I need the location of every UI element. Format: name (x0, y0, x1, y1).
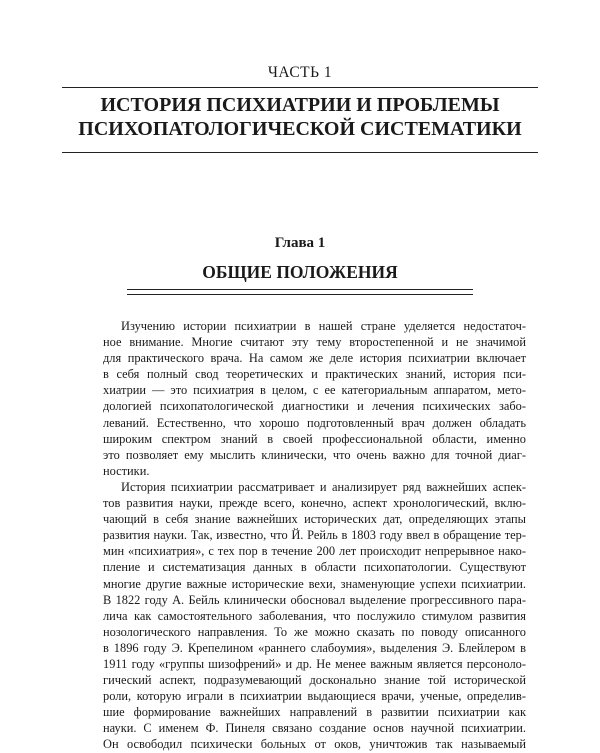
part-label: ЧАСТЬ 1 (267, 64, 333, 81)
text-line: для практического врача. На самом же деле история психиатрии включает (103, 351, 526, 366)
part-title (40, 93, 560, 141)
text-line: роли, которую играли в психиатрии выдающиеся врачи, ученые, определив- (103, 689, 526, 704)
text-line: Изучению истории психиатрии в нашей стране уделяется недостаточ- (121, 319, 526, 333)
chapter-label: Глава 1 (274, 235, 326, 251)
text-line: хиатрии — это психиатрия в целом, с ее категориальным аппаратом, мето- (103, 383, 526, 398)
text-line: ностики. (103, 463, 150, 478)
text-line: нозологического направления. То же можно сказать по поводу описанного (103, 624, 526, 639)
body-text (103, 318, 526, 753)
part-title-line: ИСТОРИЯ ПСИХИАТРИИ И ПРОБЛЕМЫ (100, 94, 500, 116)
text-line: науки. С именем Ф. Пинеля связано создание основ научной психиатрии. (103, 721, 526, 736)
text-line: многие другие важные исторические вехи, знаменующие успехи психиатрии. (103, 576, 526, 591)
text-line: 1911 году «группы шизофрений» и др. Не менее важным является персоноло- (103, 656, 526, 671)
text-line: в 1896 году Э. Крепелином «раннего слабоумия», выделения Э. Блейлером в (103, 640, 526, 655)
text-line: ное внимание. Многие считают эту тему второстепенной и не значимой (103, 335, 526, 350)
text-line: это позволяет ему мыслить клинически, что очень важно для точной диаг- (103, 447, 526, 462)
text-line: История психиатрии рассматривает и анализирует ряд важнейших аспек- (121, 479, 526, 494)
text-line: гический аспект, подразумевающий досконально знание той исторической (103, 673, 526, 688)
part-title-line: ПСИХОПАТОЛОГИЧЕСКОЙ СИСТЕМАТИКИ (78, 118, 522, 140)
part-divider (62, 87, 538, 88)
text-line: тов развития науки, прежде всего, конечно, аспект хронологический, вклю- (103, 496, 526, 511)
text-line: В 1822 году А. Бейль клинически обосновал выделение прогрессивного пара- (103, 592, 526, 607)
text-line: пление и систематизация данных в области психопатологии. Существуют (103, 560, 526, 575)
text-line: леваний. Естественно, что хорошо подготовленный врач должен обладать (103, 415, 526, 430)
text-line: широким спектром знаний в своей профессиональной области, именно (103, 431, 526, 446)
text-line: лича как самостоятельного заболевания, что послужило стимулом развития (103, 608, 526, 623)
chapter-title: ОБЩИЕ ПОЛОЖЕНИЯ (202, 262, 398, 282)
text-line: развития науки. Так, известно, что Й. Рейль в 1803 году ввел в обращение тер- (103, 528, 526, 543)
part-title-divider (62, 152, 538, 153)
text-line: в себя полный свод теоретических и практических знаний, история пси- (103, 367, 526, 382)
text-line: Он освободил психически больных от оков, уничтожив так называемый (103, 737, 526, 752)
text-line: дологией психопатологической диагностики и лечения психических забо- (103, 399, 526, 414)
chapter-divider (127, 289, 473, 295)
text-line: мин «психиатрия», с тех пор в течение 200 лет происходит непрерывное нако- (103, 544, 526, 559)
text-line: чающий в себя знание важнейших исторических дат, определяющих этапы (103, 512, 526, 527)
text-line: шие формирование важнейших направлений в развитии психиатрии как (103, 705, 526, 720)
